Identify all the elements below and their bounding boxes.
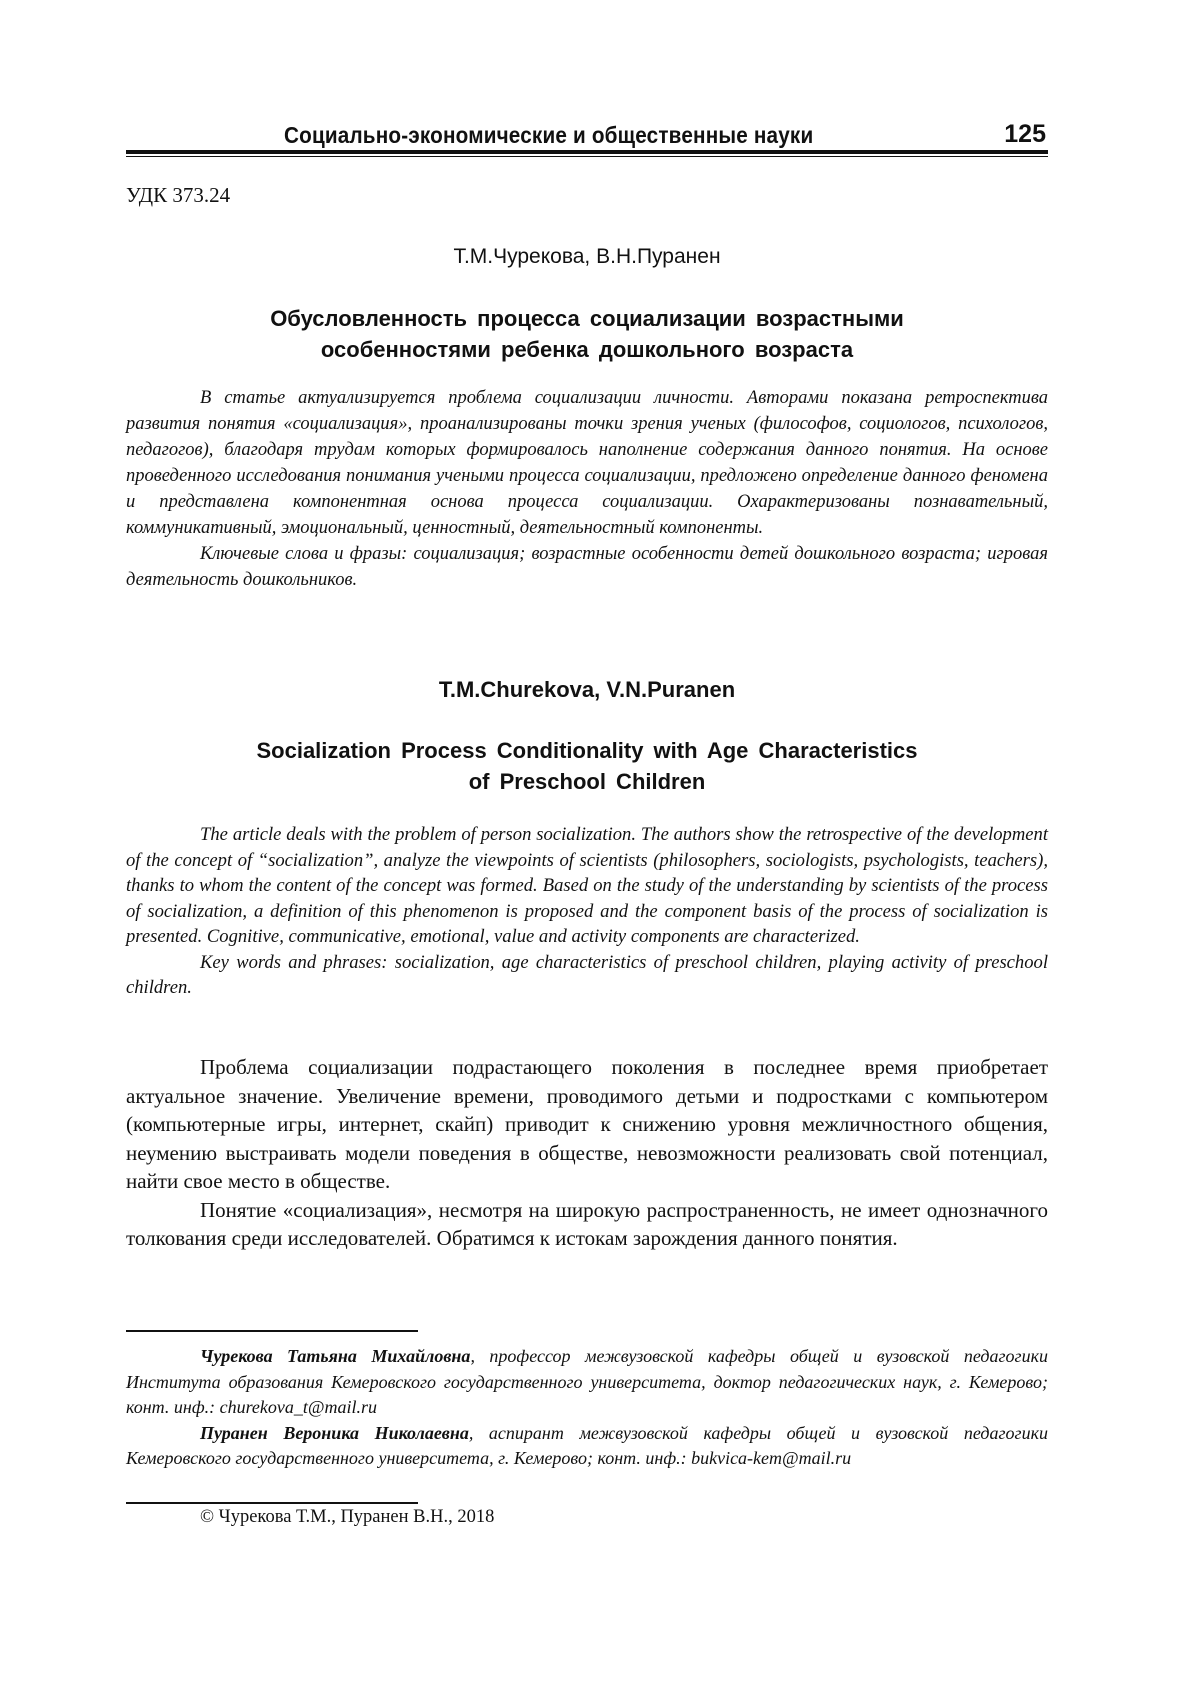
footnote-author-2-name: Пуранен Вероника Николаевна: [200, 1422, 469, 1443]
page-number: 125: [1004, 120, 1046, 148]
body-paragraph-2: Понятие «социализация», несмотря на широкую распространенность, не имеет однозначного толкования среди исследователей. Обратимся к истокам зарождения данного понятия.: [126, 1197, 1048, 1250]
copyright-rule: [126, 1502, 418, 1504]
footnote-author-2: [126, 1421, 1048, 1472]
footnote-author-1-name: Чурекова Татьяна Михайловна: [200, 1346, 471, 1366]
abstract-ru: [126, 385, 1048, 593]
udk-code: УДК 373.24: [126, 183, 231, 207]
footnote-author-2-text: , аспирант межвузовской кафедры общей и вузовской педагогики Кемеровского государственного университета, г. Кемерово; конт. инф.: bukvica-kem@mail.ru: [126, 1422, 1048, 1468]
footnotes: [126, 1344, 1048, 1472]
article-title-en: [156, 735, 1018, 797]
body-paragraph-1: Проблема социализации подрастающего поколения в последнее время приобретает актуальное значение. Увеличение времени, проводимого детьми и подростками с компьютером (компьютерные игры, интернет, скайп) приводит к снижению уровня межличностного общения, неумению выстраивать модели поведения в обществе, невозможности реализовать свой потенциал, найти свое место в обществе.: [126, 1055, 1048, 1193]
article-title-en-line1: Socialization Process Conditionality with Age Characteristics: [256, 738, 918, 763]
authors-ru: Т.М.Чурекова, В.Н.Пуранен: [453, 245, 721, 268]
abstract-en: [126, 822, 1048, 1001]
article-title-ru-line2: особенностями ребенка дошкольного возраста: [320, 337, 854, 362]
authors-en: T.M.Churekova, V.N.Puranen: [438, 677, 736, 702]
keywords-ru: Ключевые слова и фразы: социализация; возрастные особенности детей дошкольного возраста; игровая деятельность дошкольников.: [126, 544, 1048, 590]
keywords-en: Key words and phrases: socialization, age characteristics of preschool children, playing activity of preschool children.: [126, 951, 1048, 998]
article-title-en-line2: of Preschool Children: [468, 769, 706, 794]
header-rule-thin: [126, 156, 1048, 157]
article-title-ru-line1: Обусловленность процесса социализации возрастными: [270, 306, 904, 331]
abstract-en-text: The article deals with the problem of person socialization. The authors show the retrospective of the development of the concept of “socialization”, analyze the viewpoints of scientists (philosophers, sociologists, psychologists, teachers), thanks to whom the content of the concept was formed. Based on the study of the understanding by scientists of the process of socialization, a definition of this phenomenon is proposed and the component basis of the process of socialization is presented. Cognitive, communicative, emotional, value and activity components are characterized.: [126, 824, 1048, 947]
abstract-ru-text: В статье актуализируется проблема социализации личности. Авторами показана ретроспектива развития понятия «социализация», проанализированы точки зрения ученых (философов, социологов, психологов, педагогов), благодаря трудам которых формировалось наполнение содержания данного понятия. На основе проведенного исследования понимания учеными процесса социализации, предложено определение данного феномена и представлена компонентная основа процесса социализации. Охарактеризованы познавательный, коммуникативный, эмоциональный, ценностный, деятельностный компоненты.: [126, 388, 1048, 538]
footnote-rule: [126, 1330, 418, 1332]
running-head-title: Социально-экономические и общественные науки: [284, 122, 814, 148]
footnote-author-1-text: , профессор межвузовской кафедры общей и вузовской педагогики Института образования Кемеровского государственного университета, доктор педагогических наук, г. Кемерово; конт. инф.: churekova_t@mail.ru: [126, 1346, 1048, 1417]
copyright-line: © Чурекова Т.М., Пуранен В.Н., 2018: [200, 1507, 495, 1527]
footnote-author-1: [126, 1344, 1048, 1421]
running-head: [126, 118, 1048, 148]
body-text: [126, 1053, 1048, 1253]
article-title-ru: [166, 303, 1008, 365]
header-rule-thick: [126, 150, 1048, 154]
